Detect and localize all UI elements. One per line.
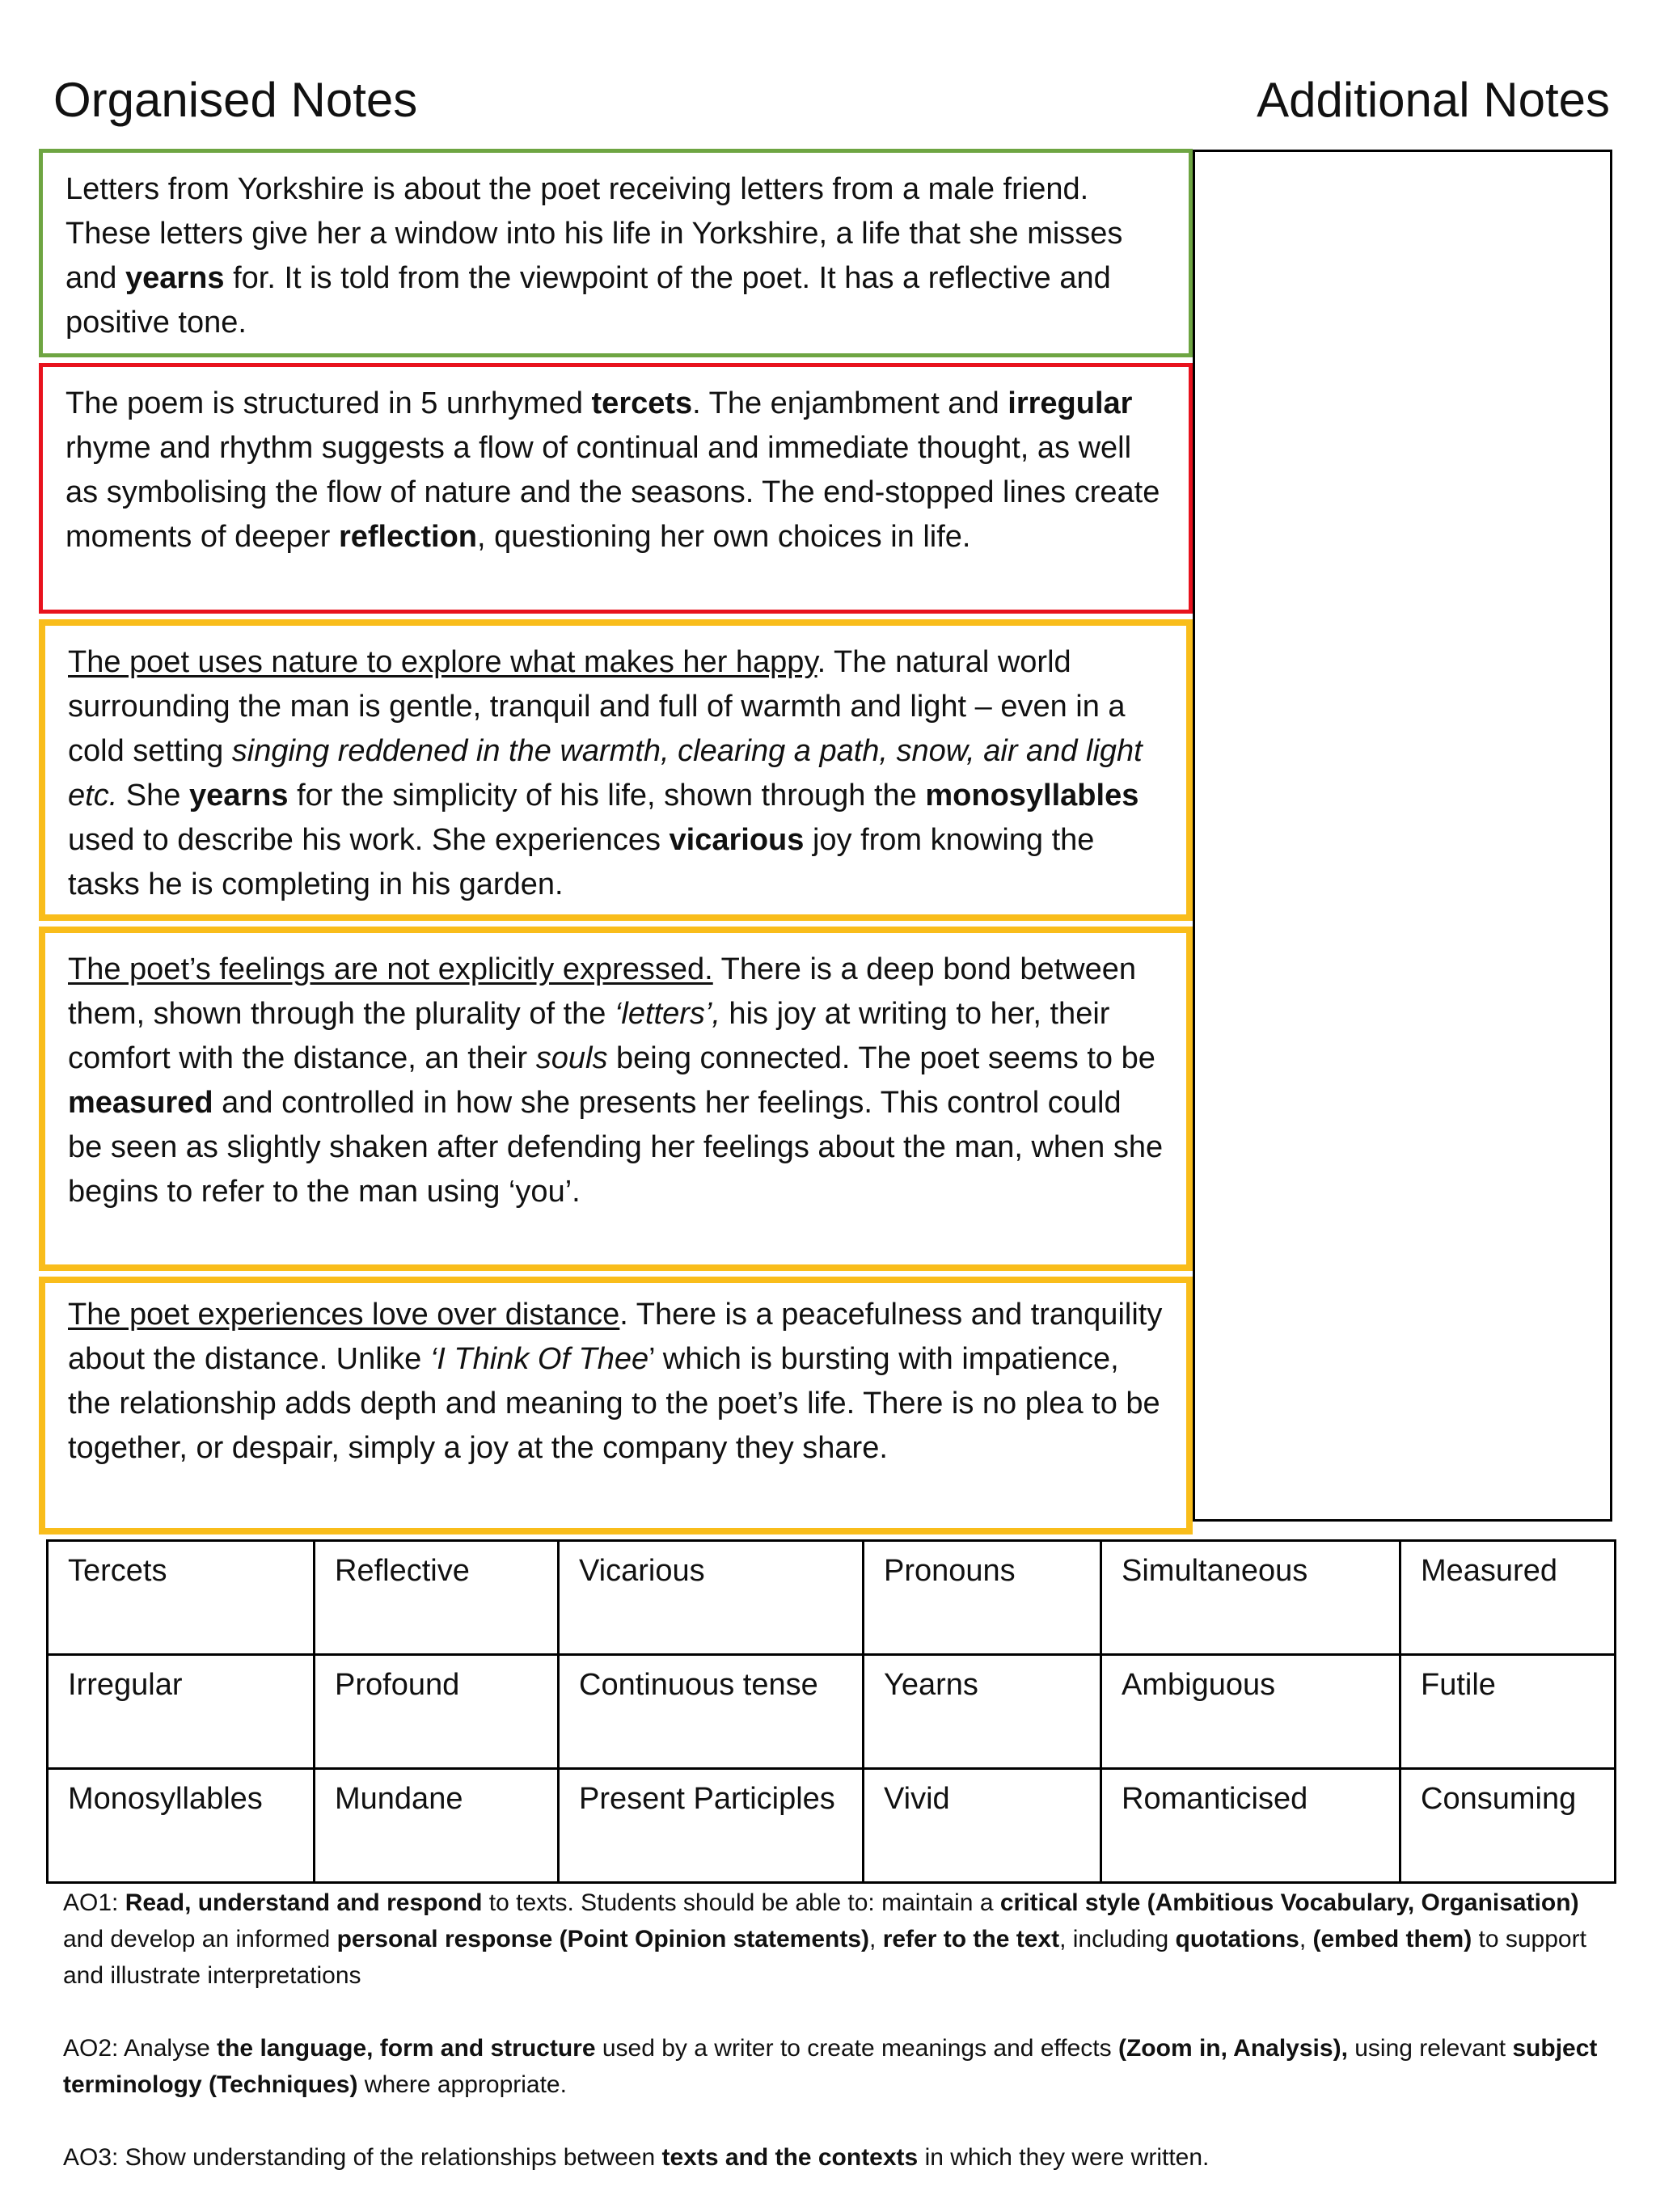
bold-term: yearns	[125, 261, 225, 295]
bold-term: reflection	[338, 520, 478, 554]
note-structure-box	[39, 363, 1193, 614]
text-run: for. It is told from the viewpoint of the poet. It has a reflective and positive tone.	[65, 261, 1111, 340]
text-run: and develop an informed	[63, 1926, 337, 1952]
note-text	[65, 167, 1166, 345]
quotation: ‘I Think Of Thee	[429, 1342, 649, 1376]
organised-notes-heading: Organised Notes	[53, 73, 418, 127]
quotation: singing reddened in the warmth, clearing a path, snow, air and light etc.	[68, 734, 1143, 813]
text-run: used to describe his work. She experiences	[68, 823, 670, 857]
bold-term: vicarious	[669, 823, 805, 857]
text-run: where appropriate.	[357, 2071, 567, 2098]
text-run: . The natural world surrounding the man is gentle, tranquil and full of warmth and light – even in a cold setting	[68, 645, 1126, 768]
bold-term: texts and the contexts	[661, 2144, 919, 2171]
table-row	[48, 1541, 1616, 1655]
text-run: ,	[869, 1926, 883, 1952]
text-run: to texts. Students should be able to: maintain a	[482, 1889, 1000, 1916]
bold-term: Read, understand and respond	[125, 1889, 483, 1916]
bold-term: monosyllables	[925, 779, 1139, 813]
text-run: , questioning her own choices in life.	[477, 520, 971, 554]
note-text	[68, 640, 1164, 907]
text-run: AO2: Analyse	[63, 2035, 218, 2062]
text-run: being connected. The poet seems to be	[607, 1041, 1155, 1075]
note-text	[65, 382, 1166, 559]
bold-term: (embed them)	[1312, 1926, 1472, 1952]
vocabulary-table	[46, 1539, 1616, 1884]
text-run: to support and illustrate interpretations	[63, 1926, 1586, 1989]
text-run: AO1:	[63, 1889, 125, 1916]
key-idea: The poet’s feelings are not explicitly expressed.	[68, 952, 713, 986]
note-feelings-box	[39, 927, 1193, 1271]
bold-term: refer to the text	[882, 1926, 1060, 1952]
bold-term: tercets	[591, 386, 693, 420]
vocab-cell: Vicarious	[559, 1541, 864, 1655]
text-run: AO3: Show understanding of the relationships between	[63, 2144, 662, 2171]
bold-term: personal response (Point Opinion statements)	[336, 1926, 870, 1952]
text-run: She	[117, 779, 189, 813]
text-run: used by a writer to create meanings and effects	[595, 2035, 1118, 2062]
vocab-cell: Present Participles	[559, 1769, 864, 1883]
bold-term: (Zoom in, Analysis),	[1117, 2035, 1348, 2062]
table-row	[48, 1655, 1616, 1769]
vocab-cell: Vivid	[864, 1769, 1101, 1883]
bold-term: measured	[68, 1086, 213, 1120]
ao2-text	[63, 2030, 1599, 2103]
note-text	[68, 948, 1164, 1214]
text-run: and controlled in how she presents her feelings. This control could be seen as slightly shaken after defending her feelings about the man, when she begins to refer to the man using ‘you’.	[68, 1086, 1164, 1209]
ao1-text	[63, 1885, 1599, 1994]
bold-term: yearns	[188, 779, 289, 813]
quotation: ‘letters’,	[614, 997, 720, 1031]
bold-term: quotations	[1175, 1926, 1299, 1952]
bold-term: irregular	[1008, 386, 1133, 420]
vocab-cell: Tercets	[48, 1541, 315, 1655]
bold-term: the language, form and structure	[217, 2035, 596, 2062]
additional-notes-heading: Additional Notes	[1257, 73, 1610, 127]
vocab-cell: Yearns	[864, 1655, 1101, 1769]
vocab-cell: Continuous tense	[559, 1655, 864, 1769]
vocab-cell: Consuming	[1400, 1769, 1616, 1883]
vocab-cell: Pronouns	[864, 1541, 1101, 1655]
vocab-cell: Profound	[315, 1655, 559, 1769]
text-run: . The enjambment and	[692, 386, 1008, 420]
vocab-cell: Simultaneous	[1101, 1541, 1400, 1655]
vocab-cell: Ambiguous	[1101, 1655, 1400, 1769]
bold-term: subject terminology (Techniques)	[63, 2035, 1598, 2098]
text-run: in which they were written.	[918, 2144, 1210, 2171]
table-row	[48, 1769, 1616, 1883]
vocab-cell: Reflective	[315, 1541, 559, 1655]
bold-term: critical style (Ambitious Vocabulary, Organisation)	[999, 1889, 1579, 1916]
vocab-cell: Irregular	[48, 1655, 315, 1769]
vocab-cell: Monosyllables	[48, 1769, 315, 1883]
text-run: Letters from Yorkshire is about the poet receiving letters from a male friend. These letters give her a window into his life in Yorkshire, a life that she misses and	[65, 172, 1123, 295]
text-run: rhyme and rhythm suggests a flow of continual and immediate thought, as well as symbolising the flow of nature and the seasons. The end-stopped lines create moments of deeper	[65, 431, 1160, 554]
ao3-text	[63, 2139, 1599, 2176]
text-run: . There is a peacefulness and tranquility about the distance. Unlike	[68, 1298, 1163, 1376]
text-run: for the simplicity of his life, shown through the	[288, 779, 926, 813]
assessment-objectives	[63, 1885, 1599, 2212]
note-text	[68, 1293, 1164, 1471]
vocab-cell: Romanticised	[1101, 1769, 1400, 1883]
note-distance-box	[39, 1277, 1193, 1534]
text-run: The poem is structured in 5 unrhymed	[65, 386, 592, 420]
vocab-cell: Measured	[1400, 1541, 1616, 1655]
text-run: joy from knowing the tasks he is completing in his garden.	[68, 823, 1095, 901]
text-run: , including	[1059, 1926, 1176, 1952]
vocab-cell: Mundane	[315, 1769, 559, 1883]
text-run: ’ which is bursting with impatience, the relationship adds depth and meaning to the poet’s life. There is no plea to be together, or despair, simply a joy at the company they share.	[68, 1342, 1160, 1465]
text-run: There is a deep bond between them, shown through the plurality of the	[68, 952, 1136, 1031]
additional-notes-box[interactable]	[1193, 150, 1612, 1522]
note-nature-box	[39, 619, 1193, 921]
quotation: souls	[535, 1041, 608, 1075]
key-idea: The poet uses nature to explore what makes her happy	[68, 645, 817, 679]
key-idea: The poet experiences love over distance	[68, 1298, 620, 1332]
text-run: using relevant	[1347, 2035, 1513, 2062]
text-run: his joy at writing to her, their comfort with the distance, an their	[68, 997, 1110, 1075]
note-summary-box	[39, 149, 1193, 357]
text-run: ,	[1299, 1926, 1313, 1952]
vocab-cell: Futile	[1400, 1655, 1616, 1769]
